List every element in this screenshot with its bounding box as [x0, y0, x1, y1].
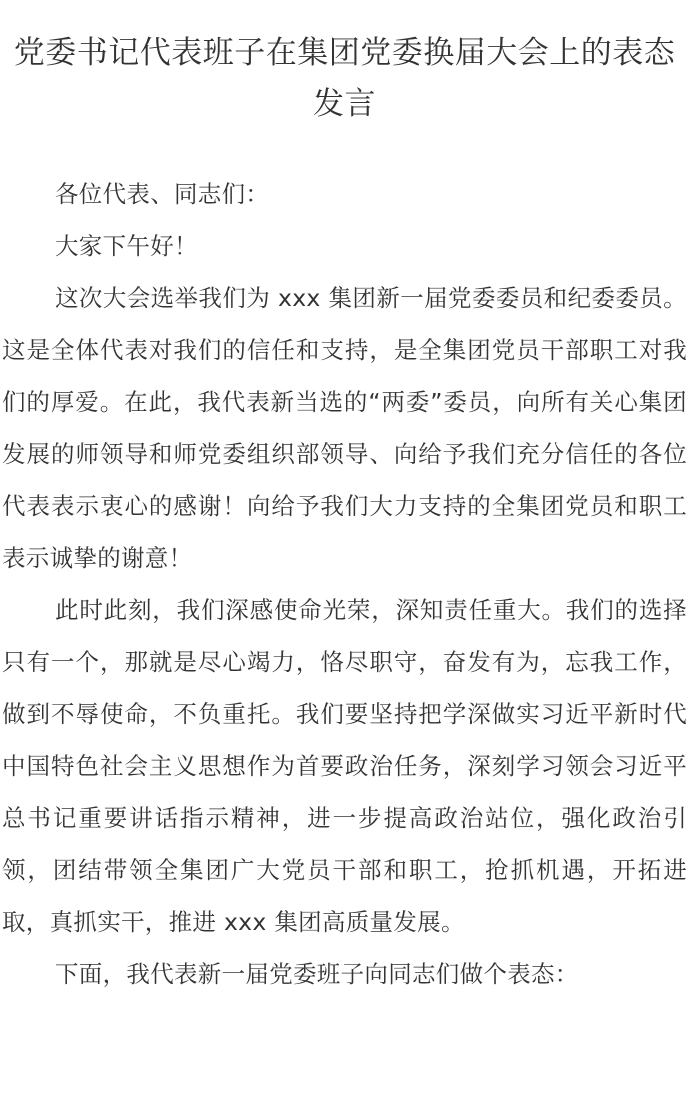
thanks-paragraph: 这次大会选举我们为 xxx 集团新一届党委委员和纪委委员。这是全体代表对我们的信任和支持，是全集团党员干部职工对我们的厚爱。在此，我代表新当选的“两委”委员，向所有关心集团发展的师领导和师党委组织部领导、向给予我们充分信任的各位代表表示衷心的感谢！向给予我们大力支持的全集团党员和职工表示诚挚的谢意！ [2, 284, 687, 572]
commitment-paragraph: 此时此刻，我们深感使命光荣，深知责任重大。我们的选择只有一个，那就是尽心竭力，恪尽职守，奋发有为，忘我工作，做到不辱使命，不负重托。我们要坚持把学深做实习近平新时代中国特色社会主义思想作为首要政治任务，深刻学习领会习近平总书记重要讲话指示精神，进一步提高政治站位，强化政治引领，团结带领全集团广大党员干部和职工，抢抓机遇，开拓进取，真抓实干，推进 xxx 集团高质量发展。 [2, 596, 687, 936]
pledge-intro-paragraph: 下面，我代表新一届党委班子向同志们做个表态： [55, 960, 579, 988]
greeting-paragraph: 大家下午好！ [55, 232, 198, 260]
document-title: 党委书记代表班子在集团党委换届大会上的表态发言 [13, 35, 676, 122]
document-body [2, 168, 687, 1000]
salutation-paragraph: 各位代表、同志们： [55, 180, 270, 208]
